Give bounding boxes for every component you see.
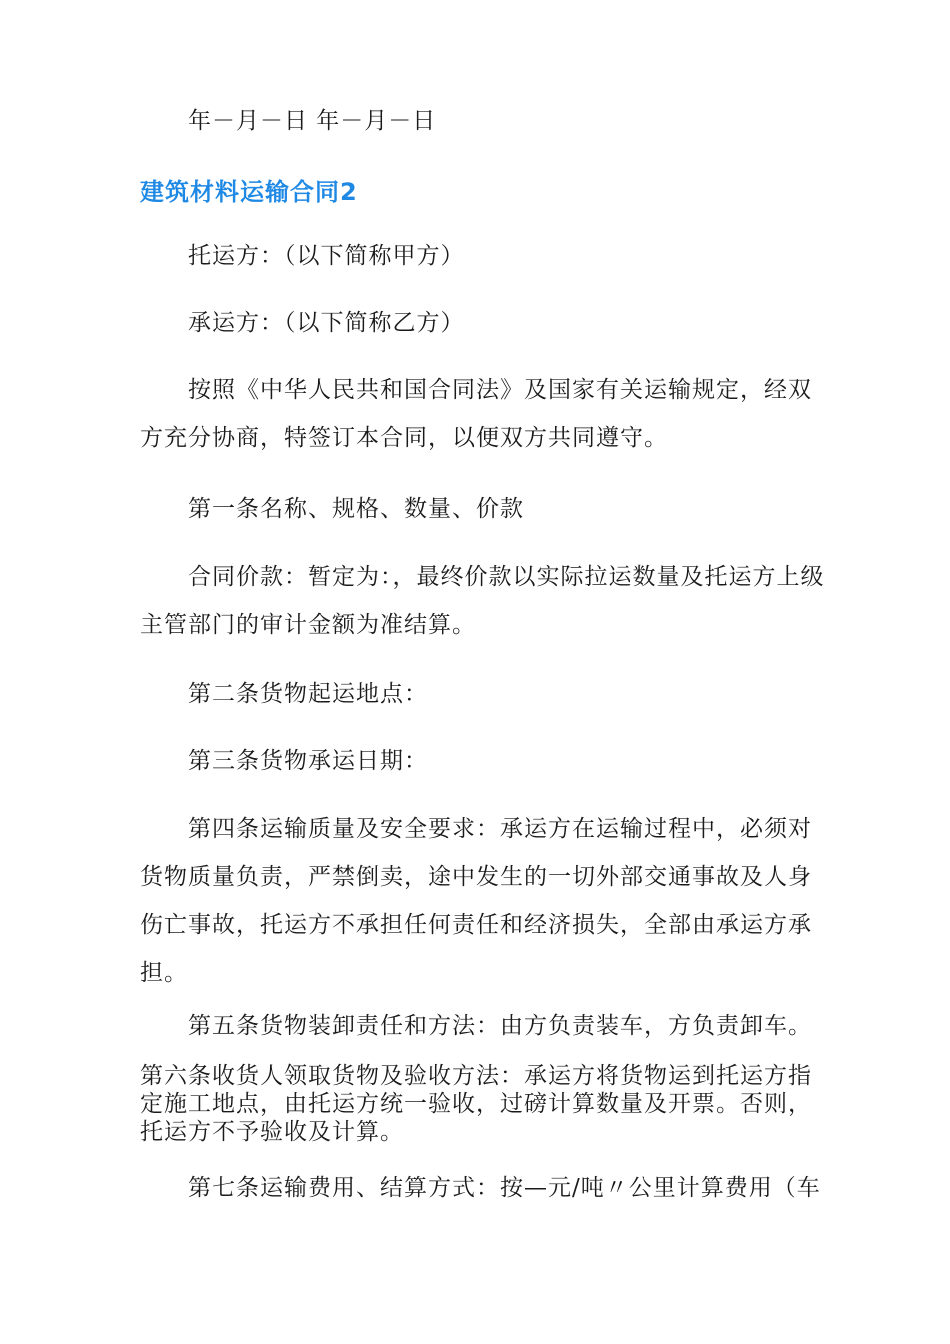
paragraph-article-5: 第五条货物装卸责任和方法：由方负责装车，方负责卸车。 [188, 1013, 812, 1039]
paragraph-article-1: 第一条名称、规格、数量、价款 [188, 496, 524, 522]
paragraph-preamble: 按照《中华人民共和国合同法》及国家有关运输规定，经双方充分协商，特签订本合同，以便双方共同遵守。 [140, 377, 812, 451]
paragraph-article-2: 第二条货物起运地点： [188, 681, 428, 707]
paragraph-article-4: 第四条运输质量及安全要求：承运方在运输过程中，必须对货物质量负责，严禁倒卖，途中发生的一切外部交通事故及人身伤亡事故，托运方不承担任何责任和经济损失，全部由承运方承担。 [140, 816, 812, 986]
date-line: 年－月－日 年－月－日 [188, 108, 437, 134]
section-title: 建筑材料运输合同2 [140, 178, 358, 206]
paragraph-carrier: 承运方：（以下简称乙方） [188, 310, 465, 336]
paragraph-contract-price: 合同价款：暂定为：，最终价款以实际拉运数量及托运方上级主管部门的审计金额为准结算。 [140, 564, 825, 638]
paragraph-article-6: 第六条收货人领取货物及验收方法：承运方将货物运到托运方指定施工地点，由托运方统一验收，过磅计算数量及开票。否则，托运方不予验收及计算。 [140, 1063, 812, 1145]
paragraph-article-3: 第三条货物承运日期： [188, 748, 428, 774]
paragraph-shipper: 托运方：（以下简称甲方） [188, 243, 465, 269]
paragraph-article-7: 第七条运输费用、结算方式：按—元/吨〃公里计算费用（车 [188, 1175, 821, 1201]
